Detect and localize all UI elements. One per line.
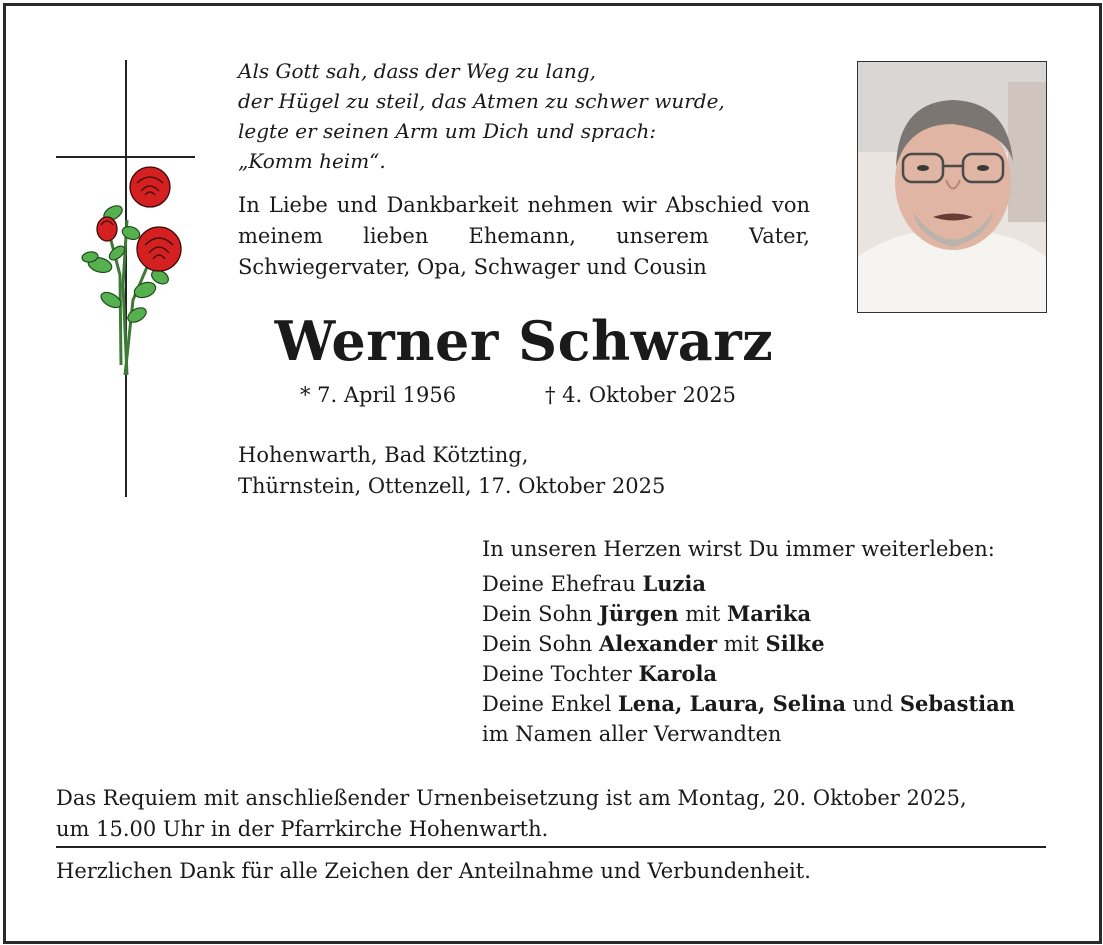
- portrait-illustration: [858, 62, 1046, 312]
- family-row: [482, 659, 1015, 689]
- farewell-intro: In Liebe und Dankbarkeit nehmen wir Abschied von meinem lieben Ehemann, unserem Vater, Schwiegervater, Opa, Schwager und Cousin: [238, 193, 810, 279]
- family-prefix: Deine Ehefrau: [482, 572, 636, 596]
- family-prefix: Dein Sohn: [482, 602, 593, 626]
- poem: [238, 56, 838, 176]
- requiem-line: um 15.00 Uhr in der Pfarrkirche Hohenwarth.: [56, 817, 549, 841]
- family-row: [482, 689, 1015, 719]
- family-row: [482, 599, 1015, 629]
- family-member-name: Karola: [638, 661, 718, 686]
- poem-line: Als Gott sah, dass der Weg zu lang,: [238, 59, 596, 83]
- family-member-name: Lena, Laura, Selina: [618, 691, 846, 716]
- family-member-name: Alexander: [598, 631, 718, 656]
- family-connector: mit: [685, 602, 721, 626]
- requiem-line: Das Requiem mit anschließender Urnenbeisetzung ist am Montag, 20. Oktober 2025,: [56, 786, 967, 810]
- family-prefix: Deine Enkel: [482, 692, 612, 716]
- family-closing: im Namen aller Verwandten: [482, 722, 782, 746]
- family-prefix: Dein Sohn: [482, 632, 593, 656]
- thanks-note: Herzlichen Dank für alle Zeichen der Anteilnahme und Verbundenheit.: [56, 859, 811, 883]
- deceased-name: Werner Schwarz: [274, 309, 774, 373]
- places-line: Hohenwarth, Bad Kötzting,: [238, 443, 529, 467]
- family-member-name: Silke: [765, 631, 825, 656]
- places-line: Thürnstein, Ottenzell, 17. Oktober 2025: [238, 474, 666, 498]
- divider-rule: [56, 846, 1046, 848]
- birth-date: * 7. April 1956: [300, 383, 457, 407]
- family-member-name: Marika: [727, 601, 812, 626]
- poem-line: „Komm heim“.: [238, 149, 386, 173]
- heart-line: In unseren Herzen wirst Du immer weiterleben:: [482, 537, 995, 561]
- family-prefix: Deine Tochter: [482, 662, 632, 686]
- death-date: † 4. Oktober 2025: [545, 383, 736, 407]
- requiem-notice: [56, 783, 1050, 845]
- roses-illustration: [75, 165, 190, 390]
- poem-line: der Hügel zu steil, das Atmen zu schwer wurde,: [238, 89, 725, 113]
- family-connector: und: [852, 692, 894, 716]
- family-list: [482, 569, 1015, 749]
- family-member-name: Luzia: [642, 571, 706, 596]
- family-connector: mit: [723, 632, 759, 656]
- family-row: [482, 629, 1015, 659]
- family-row: [482, 569, 1015, 599]
- poem-line: legte er seinen Arm um Dich und sprach:: [238, 119, 657, 143]
- cross-horizontal-bar: [56, 156, 195, 158]
- family-member-name: Jürgen: [598, 601, 679, 626]
- family-member-name: Sebastian: [899, 691, 1016, 716]
- portrait-photo: [857, 61, 1047, 313]
- places-and-date: [238, 440, 665, 502]
